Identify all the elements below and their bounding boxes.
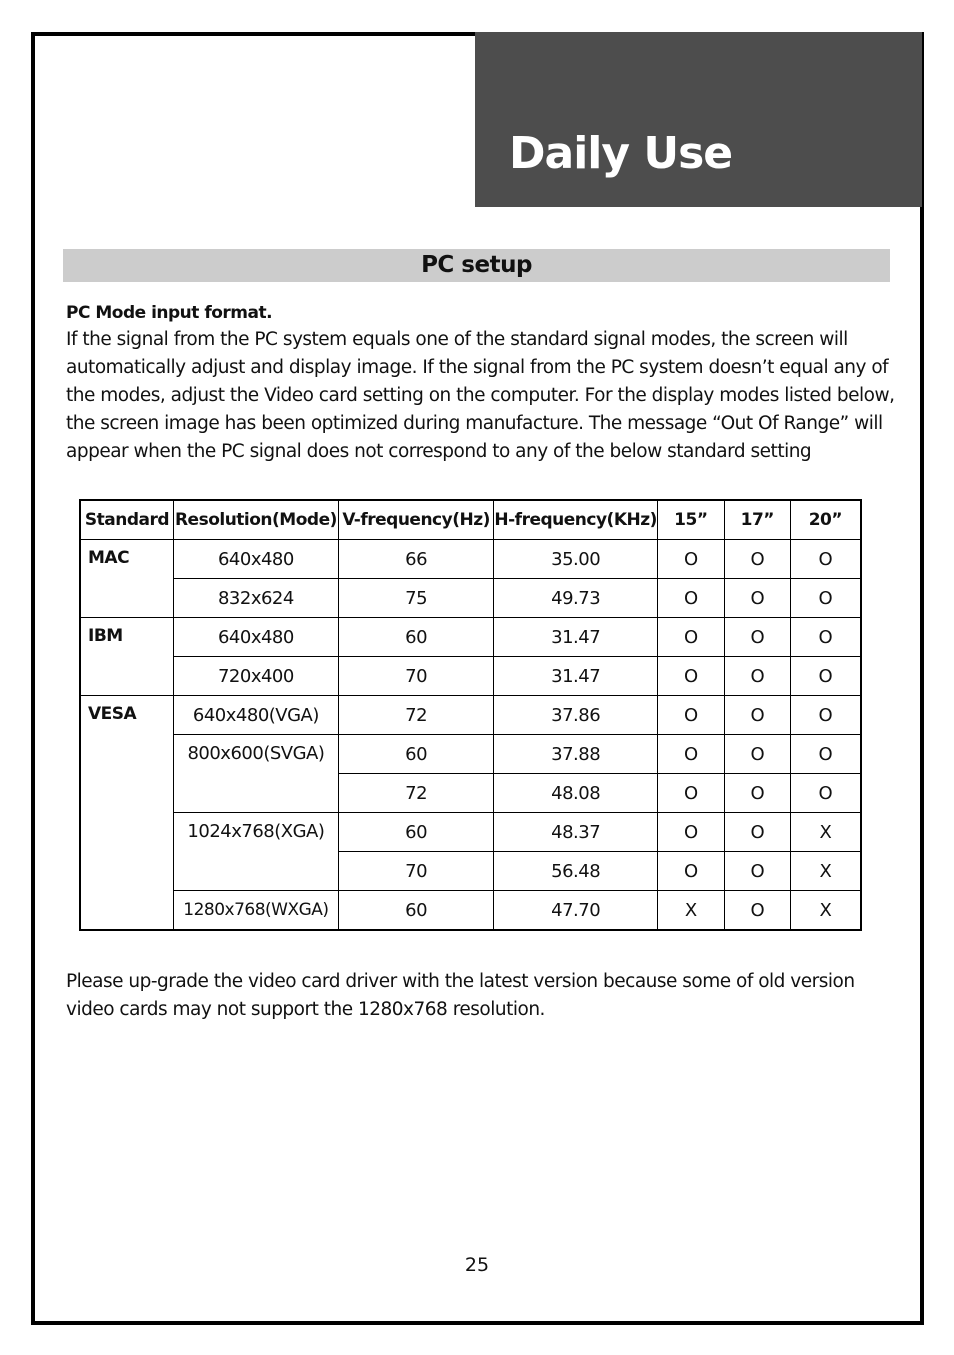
h-frequency-cell: 37.88	[494, 735, 658, 774]
table-row	[80, 618, 861, 657]
h-frequency-cell: 35.00	[494, 540, 658, 579]
header-17-inch: 17”	[724, 500, 790, 540]
support-17-cell: O	[724, 579, 790, 618]
support-20-cell: O	[790, 696, 861, 735]
support-17-cell: O	[724, 891, 790, 931]
intro-heading: PC Mode input format.	[66, 303, 273, 323]
support-15-cell: O	[657, 813, 724, 852]
support-15-cell: O	[657, 579, 724, 618]
support-15-cell: O	[657, 657, 724, 696]
resolution-cell: 640x480	[173, 540, 338, 579]
v-frequency-cell: 60	[338, 735, 494, 774]
v-frequency-cell: 70	[338, 657, 494, 696]
table-header-row	[80, 500, 861, 540]
v-frequency-cell: 72	[338, 696, 494, 735]
support-17-cell: O	[724, 618, 790, 657]
v-frequency-cell: 70	[338, 852, 494, 891]
page-title: Daily Use	[509, 128, 733, 179]
h-frequency-cell: 56.48	[494, 852, 658, 891]
table-row	[80, 696, 861, 735]
h-frequency-cell: 48.08	[494, 774, 658, 813]
support-17-cell: O	[724, 696, 790, 735]
standard-cell: IBM	[80, 618, 173, 696]
support-20-cell: O	[790, 657, 861, 696]
pc-modes-table	[79, 499, 862, 931]
table-row	[80, 735, 861, 774]
support-17-cell: O	[724, 813, 790, 852]
resolution-cell: 640x480(VGA)	[173, 696, 338, 735]
support-17-cell: O	[724, 657, 790, 696]
header-resolution: Resolution(Mode)	[173, 500, 338, 540]
support-20-cell: O	[790, 540, 861, 579]
resolution-cell: 720x400	[173, 657, 338, 696]
table-row	[80, 657, 861, 696]
header-standard: Standard	[80, 500, 173, 540]
resolution-cell: 640x480	[173, 618, 338, 657]
section-title: PC setup	[421, 252, 532, 278]
support-20-cell: X	[790, 813, 861, 852]
h-frequency-cell: 31.47	[494, 657, 658, 696]
header-20-inch: 20”	[790, 500, 861, 540]
header-15-inch: 15”	[657, 500, 724, 540]
v-frequency-cell: 60	[338, 891, 494, 931]
h-frequency-cell: 31.47	[494, 618, 658, 657]
support-17-cell: O	[724, 735, 790, 774]
support-15-cell: O	[657, 774, 724, 813]
h-frequency-cell: 37.86	[494, 696, 658, 735]
support-15-cell: X	[657, 891, 724, 931]
table-row	[80, 540, 861, 579]
v-frequency-cell: 75	[338, 579, 494, 618]
support-20-cell: X	[790, 852, 861, 891]
page-number: 25	[464, 1254, 490, 1276]
support-17-cell: O	[724, 774, 790, 813]
h-frequency-cell: 47.70	[494, 891, 658, 931]
support-15-cell: O	[657, 618, 724, 657]
support-20-cell: O	[790, 618, 861, 657]
resolution-cell: 1280x768(WXGA)	[173, 891, 338, 931]
intro-text	[66, 300, 896, 466]
section-bar	[63, 249, 890, 282]
support-17-cell: O	[724, 852, 790, 891]
resolution-cell: 832x624	[173, 579, 338, 618]
h-frequency-cell: 49.73	[494, 579, 658, 618]
v-frequency-cell: 60	[338, 813, 494, 852]
v-frequency-cell: 66	[338, 540, 494, 579]
support-15-cell: O	[657, 852, 724, 891]
resolution-cell: 1024x768(XGA)	[173, 813, 338, 891]
intro-body: If the signal from the PC system equals one of the standard signal modes, the screen will automatically adjust and display image. If the signal from the PC system doesn’t equal any of the modes, adjust the Video card setting on the computer. For the display modes listed below, the screen image has been optimized during manufacture. The message “Out Of Range” will appear when the PC signal does not correspond to any of the below standard setting	[66, 329, 895, 462]
v-frequency-cell: 60	[338, 618, 494, 657]
support-20-cell: X	[790, 891, 861, 931]
v-frequency-cell: 72	[338, 774, 494, 813]
table-row	[80, 813, 861, 852]
support-15-cell: O	[657, 540, 724, 579]
support-15-cell: O	[657, 735, 724, 774]
driver-note: Please up-grade the video card driver with the latest version because some of old version video cards may not support the 1280x768 resolution.	[66, 971, 855, 1020]
support-15-cell: O	[657, 696, 724, 735]
header-v-frequency: V-frequency(Hz)	[338, 500, 494, 540]
h-frequency-cell: 48.37	[494, 813, 658, 852]
standard-cell: MAC	[80, 540, 173, 618]
table-row	[80, 891, 861, 931]
support-20-cell: O	[790, 774, 861, 813]
support-20-cell: O	[790, 579, 861, 618]
header-h-frequency: H-frequency(KHz)	[494, 500, 658, 540]
header-banner	[475, 32, 922, 207]
table-row	[80, 579, 861, 618]
support-17-cell: O	[724, 540, 790, 579]
support-20-cell: O	[790, 735, 861, 774]
standard-cell: VESA	[80, 696, 173, 931]
resolution-cell: 800x600(SVGA)	[173, 735, 338, 813]
